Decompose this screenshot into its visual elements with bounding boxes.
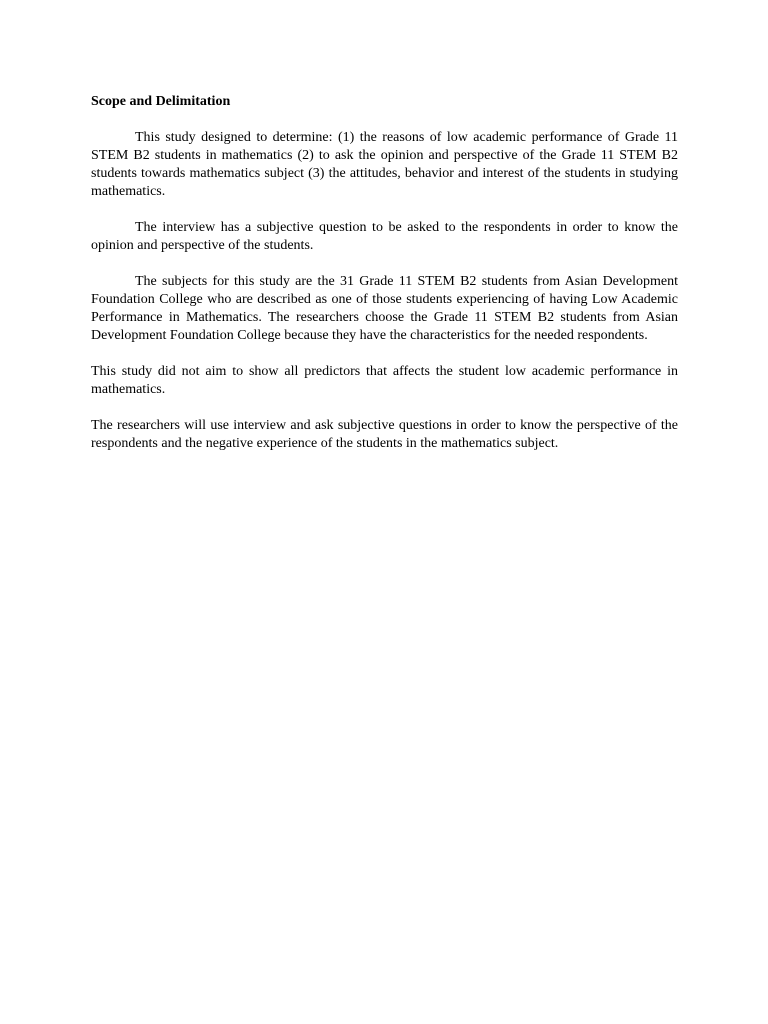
paragraph-delimitation: This study did not aim to show all predictors that affects the student low academic performance in mathematics. bbox=[91, 364, 678, 397]
paragraph-interview: The interview has a subjective question to be asked to the respondents in order to know the opinion and perspective of the students. bbox=[91, 220, 678, 253]
document-body bbox=[91, 93, 678, 471]
section-heading: Scope and Delimitation bbox=[91, 94, 231, 109]
paragraph-method: The researchers will use interview and ask subjective questions in order to know the perspective of the respondents and the negative experience of the students in the mathematics subject. bbox=[91, 418, 678, 451]
paragraph-objectives: This study designed to determine: (1) the reasons of low academic performance of Grade 11 STEM B2 students in mathematics (2) to ask the opinion and perspective of the Grade 11 STEM B2 students towards mathematics subject (3) the attitudes, behavior and interest of the students in studying mathematics. bbox=[91, 130, 678, 199]
paragraph-subjects: The subjects for this study are the 31 Grade 11 STEM B2 students from Asian Development Foundation College who are described as one of those students experiencing of having Low Academic Performance in Mathematics. The researchers choose the Grade 11 STEM B2 students from Asian Development Foundation College because they have the characteristics for the needed respondents. bbox=[91, 274, 678, 343]
